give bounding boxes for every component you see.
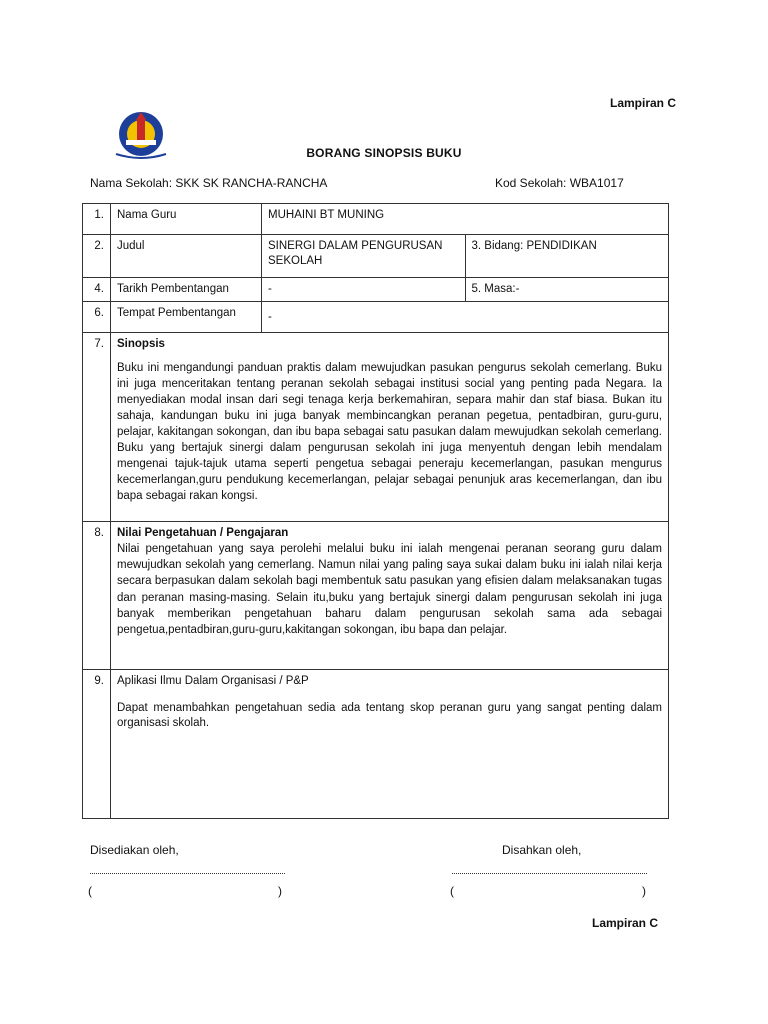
application-text: Dapat menambahkan pengetahuan sedia ada tentang skop peranan guru yang sangat penting dalam organisasi skolah. — [117, 702, 662, 729]
teacher-name-value: MUHAINI BT MUNING — [262, 204, 669, 235]
place-value-text: - — [268, 311, 272, 323]
table-row — [83, 302, 669, 333]
row-number: 6. — [83, 302, 111, 333]
row-number: 7. — [83, 333, 111, 522]
field-value: 3. Bidang: PENDIDIKAN — [465, 235, 669, 278]
row-number: 8. — [83, 522, 111, 670]
table-row — [83, 204, 669, 235]
approved-by-label: Disahkan oleh, — [502, 843, 582, 857]
application-heading: Aplikasi Ilmu Dalam Organisasi / P&P — [117, 675, 309, 687]
synopsis-heading: Sinopsis — [117, 338, 165, 350]
time-value: 5. Masa:- — [465, 278, 669, 302]
attachment-label-bottom: Lampiran C — [591, 916, 658, 930]
knowledge-text: Nilai pengetahuan yang saya perolehi melalui buku ini ialah mengenai peranan seorang guru dalam mewujudkan sekolah yang cemerlang. Namun nilai yang paling saya sukai dalam buku ini ialah nilai kerja secara berpasukan dalam sekolah bagi membentuk satu pasukan yang efisien dalam melaksanakan tugas dan peranan masing-masing. Selain itu,buku yang bertajuk sinergi dalam pengurusan sekolah ini juga banyak memberikan pengetahuan baharu dalam pengurusan sekolah sama ada sebagai pengetua,pentadbiran,guru-guru,kakitangan sokongan, ibu bapa dan pelajar. — [117, 543, 662, 637]
teacher-name-label: Nama Guru — [111, 204, 262, 235]
table-row — [83, 522, 669, 670]
presentation-date-value: - — [262, 278, 466, 302]
table-row — [83, 670, 669, 819]
approved-name-open-paren: ( — [450, 884, 454, 898]
row-number: 1. — [83, 204, 111, 235]
presentation-place-label: Tempat Pembentangan — [111, 302, 262, 333]
synopsis-form-table — [82, 203, 669, 819]
book-title-value: SINERGI DALAM PENGURUSAN SEKOLAH — [262, 235, 466, 278]
attachment-label-top: Lampiran C — [609, 96, 676, 110]
school-name: Nama Sekolah: SKK SK RANCHA-RANCHA — [90, 176, 328, 190]
knowledge-heading: Nilai Pengetahuan / Pengajaran — [117, 527, 289, 539]
approved-signature-line — [452, 871, 647, 874]
synopsis-cell — [111, 333, 669, 522]
form-title: BORANG SINOPSIS BUKU — [306, 146, 462, 160]
presentation-date-label: Tarikh Pembentangan — [111, 278, 262, 302]
application-cell — [111, 670, 669, 819]
table-row — [83, 235, 669, 278]
row-number: 2. — [83, 235, 111, 278]
school-code: Kod Sekolah: WBA1017 — [495, 176, 624, 190]
row-number: 4. — [83, 278, 111, 302]
table-row — [83, 278, 669, 302]
prepared-name-open-paren: ( — [88, 884, 92, 898]
book-title-label: Judul — [111, 235, 262, 278]
synopsis-text: Buku ini mengandungi panduan praktis dalam mewujudkan pasukan pengurus sekolah cemerlang. Buku ini juga menceritakan tentang peranan sekolah sebagai institusi social yang penting pada Negara. Ia menyediakan modal insan dari segi tenaga kerja berkemahiran, separa mahir dan staf biasa. Bukan itu sahaja, kandungan buku ini juga banyak membincangkan peranan pegetua, pentadbiran, guru-guru, pelajar, kakitangan sokongan, dan ibu bapa sebagai satu pasukan dalam mewujudkan sekolah cemerlang. Buku yang bertajuk sinergi dalam pengurusan sekolah ini juga menyentuh dengan lebih mendalam mengenai tajuk-tajuk utama seperti pengetua sebagai peneraju kecemerlangan, pasukan mengurus kecemerlangan,guru pendukung kecemerlangan, pelajar sebagai penunjuk aras kecemerlangan, dan ibu bapa sebagai rakan kongsi. — [117, 362, 662, 502]
prepared-name-close-paren: ) — [278, 884, 282, 898]
prepared-by-label: Disediakan oleh, — [90, 843, 179, 857]
presentation-place-value — [262, 302, 669, 333]
approved-name-close-paren: ) — [642, 884, 646, 898]
knowledge-value-cell — [111, 522, 669, 670]
row-number: 9. — [83, 670, 111, 819]
table-row — [83, 333, 669, 522]
prepared-signature-line — [90, 871, 285, 874]
